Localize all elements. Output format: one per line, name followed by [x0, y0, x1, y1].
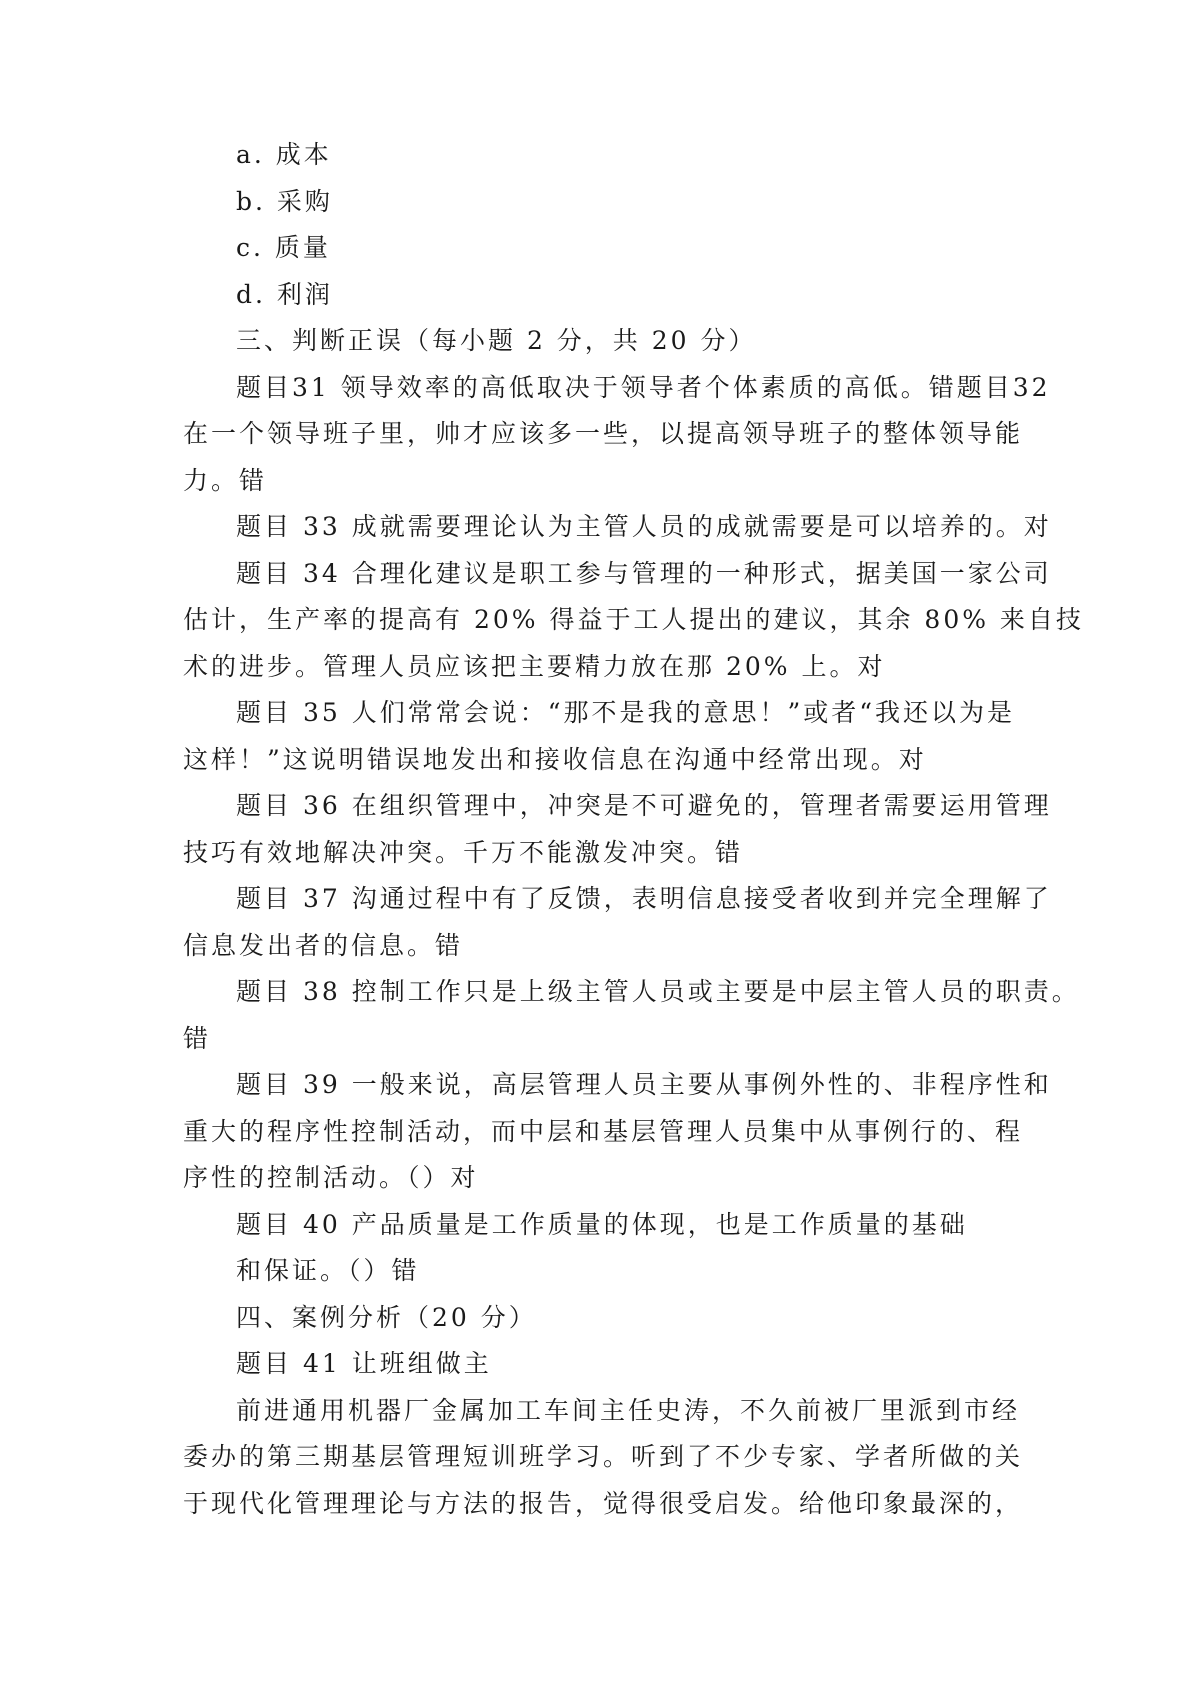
text-line: 信息发出者的信息。错: [183, 930, 464, 960]
text-line: 委办的第三期基层管理短训班学习。听到了不少专家、学者所做的关: [183, 1442, 1024, 1471]
text-line: 错: [183, 1023, 212, 1053]
text-line: 题目 37 沟通过程中有了反馈，表明信息接受者收到并完全理解了: [236, 884, 1052, 913]
text-line: 题目 34 合理化建议是职工参与管理的一种形式，据美国一家公司: [236, 558, 1052, 588]
text-line: 和保证。（）错: [236, 1256, 420, 1285]
text-line: 题目 41 让班组做主: [236, 1349, 492, 1378]
text-line: b. 采购: [236, 186, 333, 216]
text-line: 题目 38 控制工作只是上级主管人员或主要是中层主管人员的职责。: [236, 977, 1080, 1006]
document-body: [183, 132, 1084, 1527]
text-line: 这样！”这说明错误地发出和接收信息在沟通中经常出现。对: [183, 744, 927, 774]
text-line: 序性的控制活动。（）对: [183, 1163, 479, 1192]
text-line: 三、判断正误（每小题 2 分，共 20 分）: [236, 326, 757, 355]
text-line: 在一个领导班子里，帅才应该多一些，以提高领导班子的整体领导能: [183, 419, 1024, 448]
text-line: 题目 33 成就需要理论认为主管人员的成就需要是可以培养的。对: [236, 512, 1052, 541]
text-line: 重大的程序性控制活动，而中层和基层管理人员集中从事例行的、程: [183, 1116, 1024, 1146]
text-line: 技巧有效地解决冲突。千万不能激发冲突。错: [183, 837, 744, 867]
text-line: a. 成本: [236, 140, 332, 169]
text-line: 力。错: [183, 465, 268, 495]
text-line: 术的进步。管理人员应该把主要精力放在那 20% 上。对: [183, 651, 886, 681]
text-line: 估计，生产率的提高有 20% 得益于工人提出的建议，其余 80% 来自技: [183, 605, 1084, 634]
text-line: 题目 39 一般来说，高层管理人员主要从事例外性的、非程序性和: [236, 1070, 1052, 1099]
text-line: 题目 36 在组织管理中，冲突是不可避免的，管理者需要运用管理: [236, 791, 1052, 820]
text-line: 题目31 领导效率的高低取决于领导者个体素质的高低。错题目32: [236, 372, 1051, 402]
text-line: 题目 40 产品质量是工作质量的体现，也是工作质量的基础: [236, 1209, 968, 1239]
text-line: c. 质量: [236, 233, 331, 262]
text-line: d. 利润: [236, 279, 333, 309]
text-line: 前进通用机器厂金属加工车间主任史涛，不久前被厂里派到市经: [236, 1395, 1021, 1425]
text-line: 四、案例分析（20 分）: [236, 1302, 537, 1332]
text-line: 题目 35 人们常常会说：“那不是我的意思！”或者“我还以为是: [236, 698, 1016, 727]
text-line: 于现代化管理理论与方法的报告，觉得很受启发。给他印象最深的，: [183, 1488, 1024, 1518]
